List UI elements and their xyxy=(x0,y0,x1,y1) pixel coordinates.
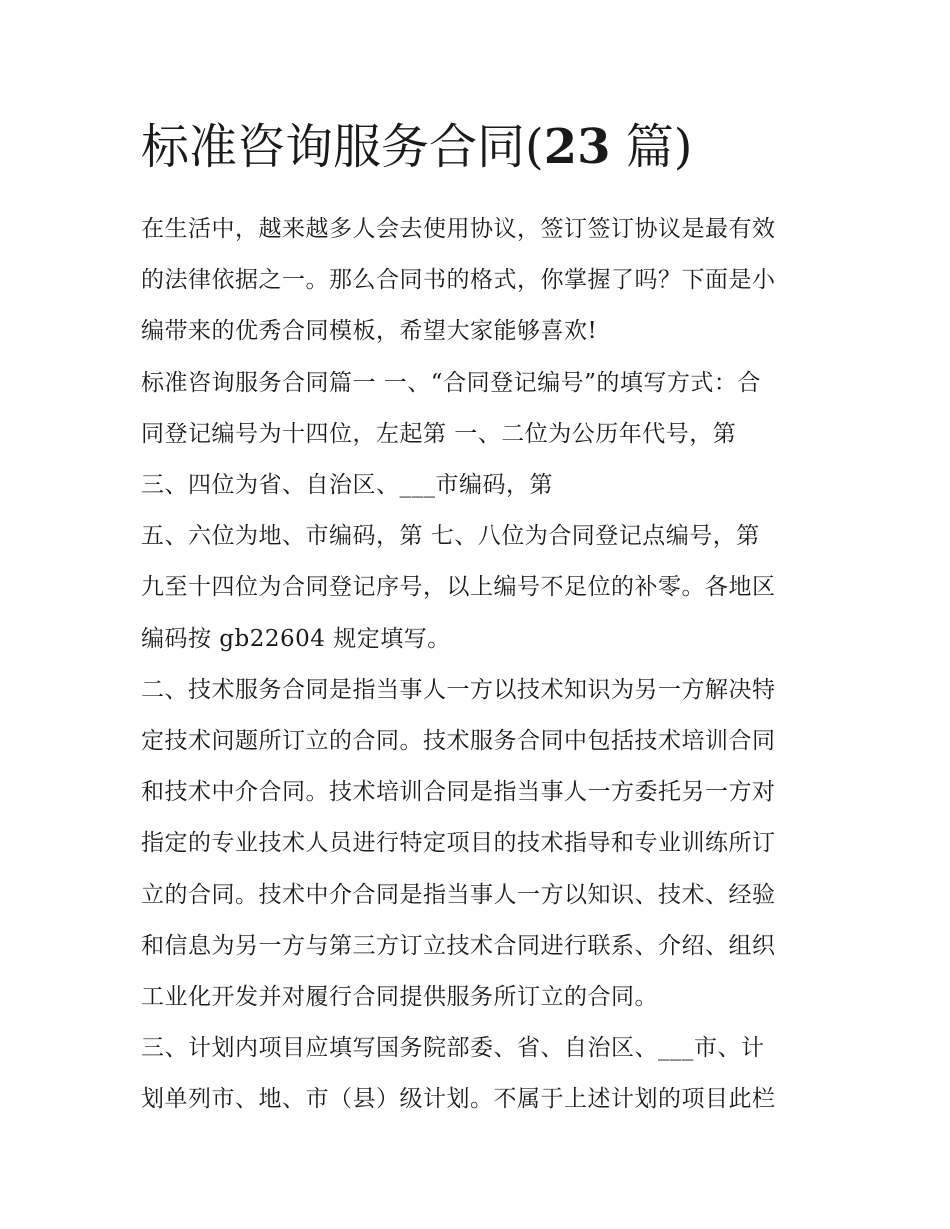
document-title xyxy=(141,112,813,182)
paragraph-intro xyxy=(141,204,813,358)
text-line: 二、技术服务合同是指当事人一方以技术知识为另一方解决特 xyxy=(141,676,776,703)
text-line: 工业化开发并对履行合同提供服务所订立的合同。 xyxy=(141,984,658,1011)
text-line: 九至十四位为合同登记序号，以上编号不足位的补零。各地区 xyxy=(141,574,776,601)
text-line: 立的合同。技术中介合同是指当事人一方以知识、技术、经验 xyxy=(141,881,776,908)
text-line: 定技术问题所订立的合同。技术服务合同中包括技术培训合同 xyxy=(141,728,776,755)
paragraph-province-code xyxy=(141,460,813,511)
text-line: 五、六位为地、市编码，第 七、八位为合同登记点编号，第 xyxy=(141,523,760,550)
text-line: 的法律依据之一。那么合同书的格式，你掌握了吗？下面是小 xyxy=(141,267,776,294)
text-line: 编码按 gb22604 规定填写。 xyxy=(141,625,451,652)
text-line: 指定的专业技术人员进行特定项目的技术指导和专业训练所订 xyxy=(141,830,776,857)
text-line: 三、四位为省、自治区、___市编码，第 xyxy=(141,472,553,499)
title-number: 23 xyxy=(543,119,611,175)
paragraph-planned-projects xyxy=(141,1023,813,1125)
text-line: 编带来的优秀合同模板，希望大家能够喜欢! xyxy=(141,318,598,345)
paragraph-section-1 xyxy=(141,358,813,460)
text-line: 和技术中介合同。技术培训合同是指当事人一方委托另一方对 xyxy=(141,779,776,806)
document-body xyxy=(141,204,813,1126)
text-line: 在生活中，越来越多人会去使用协议，签订签订协议是最有效 xyxy=(141,216,776,242)
text-line: 同登记编号为十四位，左起第 一、二位为公历年代号，第 xyxy=(141,420,737,447)
text-line: 标准咨询服务合同篇一 一、“合同登记编号”的填写方式：合 xyxy=(141,369,761,396)
text-line: 三、计划内项目应填写国务院部委、省、自治区、___市、计 xyxy=(141,1035,765,1062)
title-space xyxy=(611,119,626,175)
paragraph-city-code xyxy=(141,511,813,665)
title-prefix: 标准咨询服务合同( xyxy=(141,119,544,175)
text-line: 和信息为另一方与第三方订立技术合同进行联系、介绍、组织 xyxy=(141,932,776,959)
document-page xyxy=(141,112,813,1126)
text-line: 划单列市、地、市（县）级计划。不属于上述计划的项目此栏 xyxy=(141,1086,776,1113)
title-suffix: 篇) xyxy=(625,119,693,175)
paragraph-technical-service xyxy=(141,665,813,1023)
